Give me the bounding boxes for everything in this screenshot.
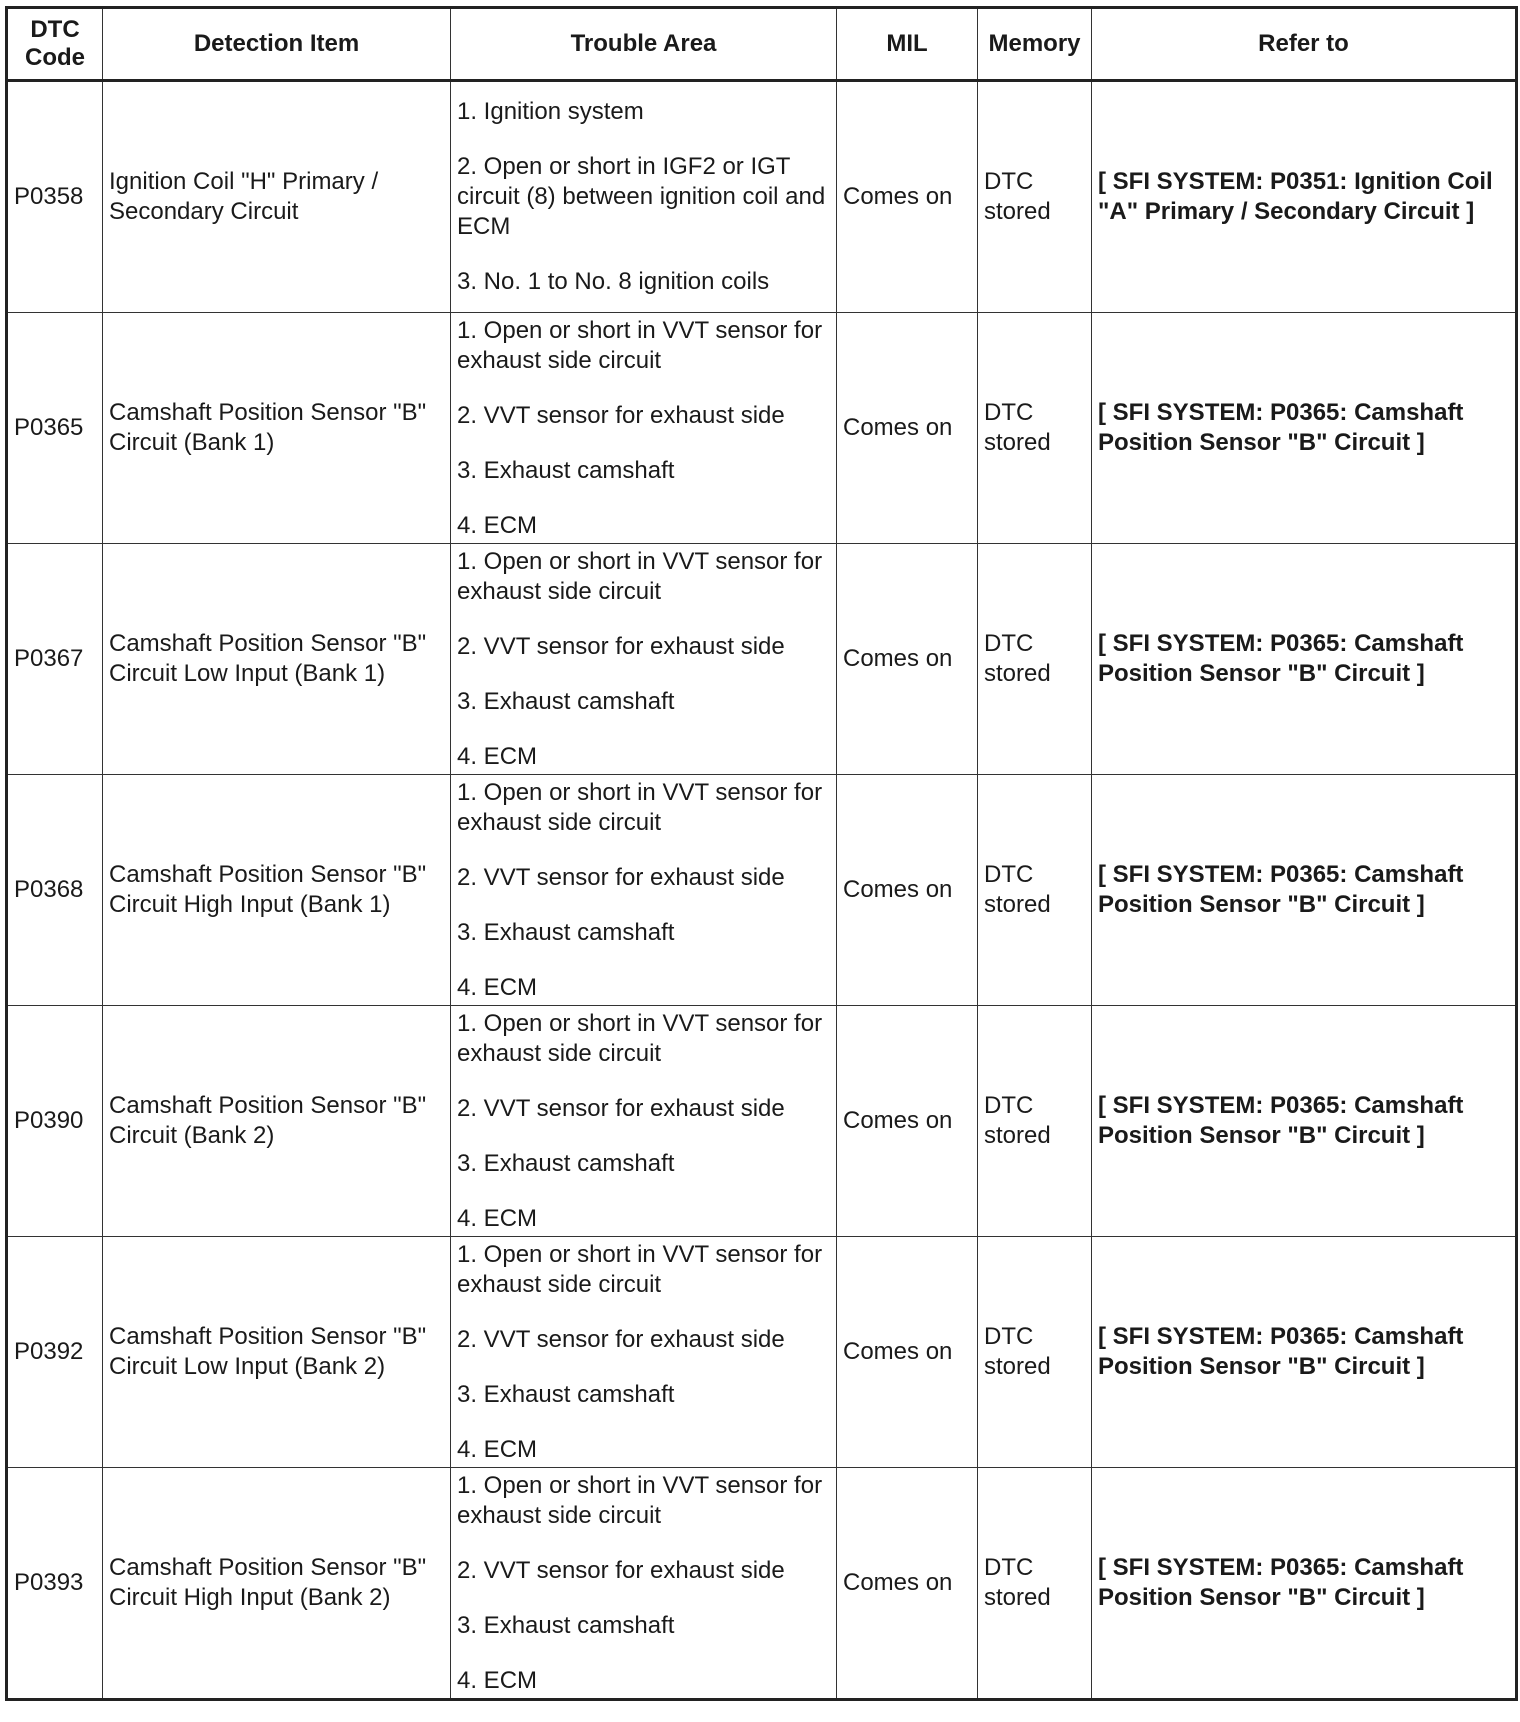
trouble-area-item: 3. Exhaust camshaft	[457, 456, 675, 484]
memory-cell: DTC stored	[978, 1006, 1092, 1237]
dtc-code-cell: P0392	[7, 1237, 103, 1468]
header-trouble-area: Trouble Area	[451, 8, 837, 81]
memory-cell: DTC stored	[978, 1237, 1092, 1468]
refer-to-cell: [ SFI SYSTEM: P0365: Camshaft Position Sensor "B" Circuit ]	[1092, 313, 1517, 544]
trouble-area-item: 3. Exhaust camshaft	[457, 687, 675, 715]
mil-cell: Comes on	[837, 313, 978, 544]
trouble-area-item: 2. Open or short in IGF2 or IGT circuit (8) between ignition coil and ECM	[457, 153, 826, 240]
table-row	[7, 775, 1517, 1006]
trouble-area-item: 4. ECM	[457, 1435, 538, 1463]
trouble-area-cell	[451, 1237, 837, 1468]
trouble-area-item: 1. Open or short in VVT sensor for exhaust side circuit	[457, 1471, 823, 1529]
mil-cell: Comes on	[837, 1006, 978, 1237]
refer-to-cell: [ SFI SYSTEM: P0365: Camshaft Position Sensor "B" Circuit ]	[1092, 544, 1517, 775]
mil-cell: Comes on	[837, 1237, 978, 1468]
mil-cell: Comes on	[837, 775, 978, 1006]
trouble-area-cell	[451, 81, 837, 313]
header-mil: MIL	[837, 8, 978, 81]
header-row	[7, 8, 1517, 81]
trouble-area-item: 3. Exhaust camshaft	[457, 1380, 675, 1408]
header-refer-to: Refer to	[1092, 8, 1517, 81]
dtc-code-cell: P0365	[7, 313, 103, 544]
table-row	[7, 1237, 1517, 1468]
table-row	[7, 1468, 1517, 1700]
header-detection-item: Detection Item	[103, 8, 451, 81]
detection-item-cell: Camshaft Position Sensor "B" Circuit High Input (Bank 1)	[103, 775, 451, 1006]
detection-item-cell: Camshaft Position Sensor "B" Circuit (Bank 1)	[103, 313, 451, 544]
trouble-area-item: 3. Exhaust camshaft	[457, 1611, 675, 1639]
refer-to-cell: [ SFI SYSTEM: P0365: Camshaft Position Sensor "B" Circuit ]	[1092, 1468, 1517, 1700]
memory-cell: DTC stored	[978, 313, 1092, 544]
table-row	[7, 1006, 1517, 1237]
trouble-area-item: 4. ECM	[457, 511, 538, 539]
trouble-area-item: 2. VVT sensor for exhaust side	[457, 863, 785, 891]
header-memory: Memory	[978, 8, 1092, 81]
refer-to-cell: [ SFI SYSTEM: P0365: Camshaft Position Sensor "B" Circuit ]	[1092, 1237, 1517, 1468]
detection-item-cell: Camshaft Position Sensor "B" Circuit High Input (Bank 2)	[103, 1468, 451, 1700]
dtc-code-cell: P0358	[7, 81, 103, 313]
mil-cell: Comes on	[837, 544, 978, 775]
table-row	[7, 81, 1517, 313]
trouble-area-cell	[451, 1468, 837, 1700]
trouble-area-item: 1. Open or short in VVT sensor for exhaust side circuit	[457, 316, 823, 374]
trouble-area-cell	[451, 775, 837, 1006]
trouble-area-item: 1. Open or short in VVT sensor for exhaust side circuit	[457, 1240, 823, 1298]
detection-item-cell: Ignition Coil "H" Primary / Secondary Circuit	[103, 81, 451, 313]
dtc-code-cell: P0368	[7, 775, 103, 1006]
trouble-area-item: 1. Open or short in VVT sensor for exhaust side circuit	[457, 1009, 823, 1067]
trouble-area-cell	[451, 313, 837, 544]
dtc-code-cell: P0367	[7, 544, 103, 775]
memory-cell: DTC stored	[978, 775, 1092, 1006]
refer-to-cell: [ SFI SYSTEM: P0365: Camshaft Position Sensor "B" Circuit ]	[1092, 775, 1517, 1006]
mil-cell: Comes on	[837, 81, 978, 313]
dtc-table	[5, 6, 1518, 1701]
dtc-code-cell: P0390	[7, 1006, 103, 1237]
refer-to-cell: [ SFI SYSTEM: P0365: Camshaft Position Sensor "B" Circuit ]	[1092, 1006, 1517, 1237]
trouble-area-item: 4. ECM	[457, 742, 538, 770]
trouble-area-item: 2. VVT sensor for exhaust side	[457, 1094, 785, 1122]
trouble-area-item: 1. Ignition system	[457, 98, 644, 125]
trouble-area-item: 4. ECM	[457, 1204, 538, 1232]
trouble-area-item: 3. No. 1 to No. 8 ignition coils	[457, 268, 770, 295]
refer-to-cell: [ SFI SYSTEM: P0351: Ignition Coil "A" Primary / Secondary Circuit ]	[1092, 81, 1517, 313]
memory-cell: DTC stored	[978, 544, 1092, 775]
trouble-area-item: 4. ECM	[457, 973, 538, 1001]
table-row	[7, 313, 1517, 544]
table-row	[7, 544, 1517, 775]
trouble-area-item: 2. VVT sensor for exhaust side	[457, 1325, 785, 1353]
mil-cell: Comes on	[837, 1468, 978, 1700]
trouble-area-item: 1. Open or short in VVT sensor for exhaust side circuit	[457, 547, 823, 605]
detection-item-cell: Camshaft Position Sensor "B" Circuit (Bank 2)	[103, 1006, 451, 1237]
trouble-area-item: 2. VVT sensor for exhaust side	[457, 632, 785, 660]
memory-cell: DTC stored	[978, 81, 1092, 313]
trouble-area-cell	[451, 1006, 837, 1237]
trouble-area-item: 2. VVT sensor for exhaust side	[457, 1556, 785, 1584]
trouble-area-item: 1. Open or short in VVT sensor for exhaust side circuit	[457, 778, 823, 836]
table-body	[7, 81, 1517, 1700]
trouble-area-item: 4. ECM	[457, 1666, 538, 1694]
header-dtc-code: DTC Code	[7, 8, 103, 81]
memory-cell: DTC stored	[978, 1468, 1092, 1700]
trouble-area-item: 3. Exhaust camshaft	[457, 918, 675, 946]
trouble-area-cell	[451, 544, 837, 775]
dtc-code-cell: P0393	[7, 1468, 103, 1700]
trouble-area-item: 2. VVT sensor for exhaust side	[457, 401, 785, 429]
trouble-area-item: 3. Exhaust camshaft	[457, 1149, 675, 1177]
detection-item-cell: Camshaft Position Sensor "B" Circuit Low Input (Bank 2)	[103, 1237, 451, 1468]
detection-item-cell: Camshaft Position Sensor "B" Circuit Low Input (Bank 1)	[103, 544, 451, 775]
